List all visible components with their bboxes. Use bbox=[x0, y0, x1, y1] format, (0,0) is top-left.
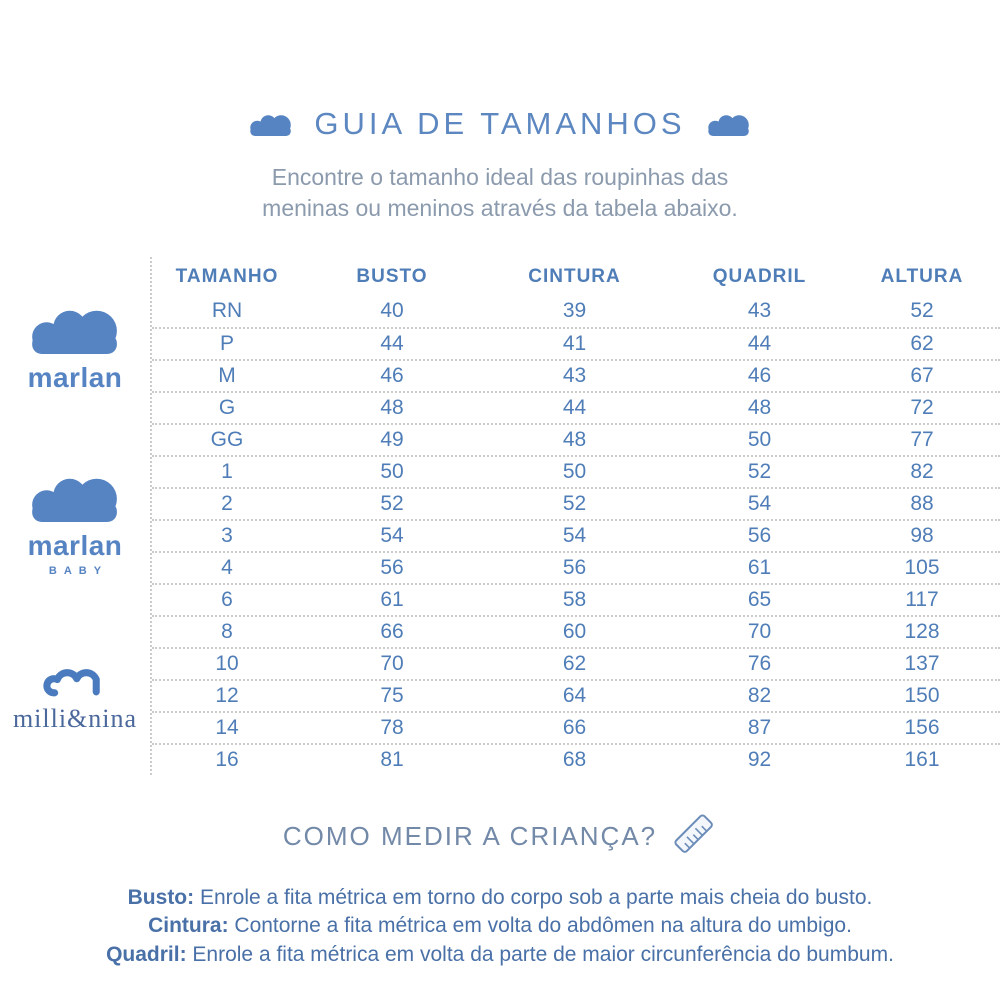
table-cell: 70 bbox=[380, 651, 404, 675]
cloud-icon bbox=[248, 111, 294, 137]
table-cell: M bbox=[218, 363, 236, 387]
table-cell: 66 bbox=[562, 715, 587, 739]
table-cell: 10 bbox=[215, 651, 239, 675]
table-cell: 52 bbox=[380, 491, 404, 515]
table-cell: 56 bbox=[380, 555, 404, 579]
table-row bbox=[152, 679, 1000, 711]
table-cell: 58 bbox=[562, 587, 587, 611]
millinina-m-icon bbox=[35, 653, 115, 704]
table-cell: 67 bbox=[910, 363, 934, 387]
table-row bbox=[152, 423, 1000, 455]
title-row bbox=[0, 106, 1000, 142]
size-table bbox=[150, 257, 1000, 775]
table-cell: 70 bbox=[747, 619, 772, 643]
table-cell: 56 bbox=[747, 523, 772, 547]
instruction-quadril bbox=[0, 941, 1000, 970]
table-cell: 150 bbox=[904, 683, 940, 707]
table-row bbox=[152, 711, 1000, 743]
cloud-icon bbox=[706, 111, 752, 137]
instruction-text: Contorne a fita métrica em volta do abdômen na altura do umbigo. bbox=[228, 914, 852, 938]
table-cell: 65 bbox=[747, 587, 772, 611]
table-cell: 43 bbox=[562, 363, 587, 387]
table-cell: 62 bbox=[910, 331, 934, 355]
table-cell: 87 bbox=[747, 715, 772, 739]
measure-heading: COMO MEDIR A CRIANÇA? bbox=[282, 820, 658, 851]
table-cell: 82 bbox=[910, 459, 934, 483]
marlan-logo bbox=[0, 303, 150, 394]
table-cell: 128 bbox=[904, 619, 940, 643]
table-row bbox=[152, 487, 1000, 519]
table-cell: 54 bbox=[380, 523, 404, 547]
marlan-baby-logo-text: marlan bbox=[27, 529, 123, 561]
instruction-text: Enrole a fita métrica em torno do corpo sob a parte mais cheia do busto. bbox=[194, 885, 873, 909]
table-cell: 117 bbox=[905, 587, 939, 611]
table-cell: 16 bbox=[215, 747, 239, 771]
table-cell: 12 bbox=[215, 683, 239, 707]
table-cell: 66 bbox=[380, 619, 404, 643]
table-cell: 43 bbox=[747, 298, 772, 322]
table-cell: 60 bbox=[562, 619, 587, 643]
table-cell: 52 bbox=[562, 491, 587, 515]
table-row bbox=[152, 551, 1000, 583]
table-cell: 64 bbox=[562, 683, 587, 707]
marlan-baby-tagline: BABY bbox=[48, 564, 109, 577]
table-cell: 54 bbox=[747, 491, 772, 515]
table-row bbox=[152, 455, 1000, 487]
table-cell: 44 bbox=[562, 395, 587, 419]
table-row bbox=[152, 583, 1000, 615]
header bbox=[0, 0, 1000, 225]
table-cell: 98 bbox=[910, 523, 934, 547]
marlan-logo-text: marlan bbox=[27, 361, 123, 393]
table-cell: 3 bbox=[221, 523, 233, 547]
table-cell: 39 bbox=[562, 298, 587, 322]
table-cell: 54 bbox=[562, 523, 587, 547]
brand-sidebar bbox=[0, 257, 150, 775]
table-cell: 46 bbox=[747, 363, 772, 387]
table-cell: 52 bbox=[747, 459, 772, 483]
table-cell: 161 bbox=[904, 747, 940, 771]
table-cell: GG bbox=[210, 427, 244, 451]
instruction-label: Cintura: bbox=[148, 914, 229, 938]
table-cell: 52 bbox=[910, 298, 934, 322]
table-cell: 61 bbox=[747, 555, 772, 579]
instruction-busto bbox=[0, 884, 1000, 913]
table-cell: 56 bbox=[562, 555, 587, 579]
table-cell: 50 bbox=[562, 459, 587, 483]
footer bbox=[0, 811, 1000, 970]
instruction-cintura bbox=[0, 912, 1000, 941]
table-cell: 77 bbox=[910, 427, 934, 451]
table-cell: 78 bbox=[380, 715, 404, 739]
table-cell: 41 bbox=[562, 331, 587, 355]
subtitle-line-2: meninas ou meninos através da tabela abaixo. bbox=[262, 195, 738, 222]
table-cell: 68 bbox=[562, 747, 587, 771]
table-row bbox=[152, 519, 1000, 551]
table-cell: 40 bbox=[380, 298, 404, 322]
instruction-text: Enrole a fita métrica em volta da parte de maior circunferência do bumbum. bbox=[186, 943, 894, 967]
main bbox=[0, 257, 1000, 775]
table-cell: 2 bbox=[221, 491, 233, 515]
measure-heading-row bbox=[0, 811, 1000, 862]
table-cell: 48 bbox=[747, 395, 772, 419]
size-table-body bbox=[152, 295, 1000, 775]
table-row bbox=[152, 359, 1000, 391]
table-cell: 92 bbox=[747, 747, 772, 771]
table-cell: 72 bbox=[910, 395, 934, 419]
table-cell: 81 bbox=[380, 747, 404, 771]
instruction-label: Quadril: bbox=[106, 943, 187, 967]
table-cell: 62 bbox=[562, 651, 587, 675]
table-cell: 49 bbox=[380, 427, 404, 451]
table-cell: 48 bbox=[562, 427, 587, 451]
table-cell: 1 bbox=[221, 459, 233, 483]
millinina-logo bbox=[0, 653, 150, 734]
subtitle bbox=[0, 162, 1000, 225]
ruler-icon bbox=[671, 811, 717, 862]
column-header: TAMANHO bbox=[175, 265, 279, 287]
page-title: GUIA DE TAMANHOS bbox=[314, 106, 686, 141]
marlan-baby-logo bbox=[0, 471, 150, 577]
table-cell: P bbox=[219, 331, 234, 355]
table-cell: 156 bbox=[904, 715, 940, 739]
table-cell: 76 bbox=[747, 651, 772, 675]
table-cell: 50 bbox=[380, 459, 404, 483]
table-cell: 82 bbox=[747, 683, 772, 707]
table-row bbox=[152, 391, 1000, 423]
table-cell: 8 bbox=[221, 619, 233, 643]
cloud-icon bbox=[27, 471, 124, 523]
column-header: ALTURA bbox=[880, 265, 964, 287]
table-cell: 75 bbox=[380, 683, 404, 707]
table-row bbox=[152, 647, 1000, 679]
table-cell: G bbox=[218, 395, 236, 419]
table-row bbox=[152, 743, 1000, 775]
column-header: QUADRIL bbox=[712, 265, 807, 287]
table-row bbox=[152, 615, 1000, 647]
table-cell: 61 bbox=[380, 587, 404, 611]
table-cell: RN bbox=[211, 298, 243, 322]
table-cell: 46 bbox=[380, 363, 404, 387]
column-header: CINTURA bbox=[528, 265, 621, 287]
millinina-logo-text: milli&nina bbox=[12, 703, 138, 733]
table-cell: 44 bbox=[380, 331, 404, 355]
table-cell: 14 bbox=[215, 715, 239, 739]
table-cell: 105 bbox=[904, 555, 940, 579]
measuring-instructions bbox=[0, 884, 1000, 970]
table-row bbox=[152, 327, 1000, 359]
table-cell: 88 bbox=[910, 491, 934, 515]
column-header: BUSTO bbox=[356, 265, 428, 287]
subtitle-line-1: Encontre o tamanho ideal das roupinhas das bbox=[271, 164, 729, 190]
table-cell: 6 bbox=[221, 587, 233, 611]
table-cell: 4 bbox=[221, 555, 233, 579]
table-row bbox=[152, 295, 1000, 327]
table-cell: 50 bbox=[747, 427, 772, 451]
size-table-header-row bbox=[152, 259, 1000, 295]
cloud-icon bbox=[27, 303, 124, 355]
table-cell: 48 bbox=[380, 395, 404, 419]
instruction-label: Busto: bbox=[127, 885, 195, 909]
table-cell: 44 bbox=[747, 331, 772, 355]
table-cell: 137 bbox=[904, 651, 940, 675]
